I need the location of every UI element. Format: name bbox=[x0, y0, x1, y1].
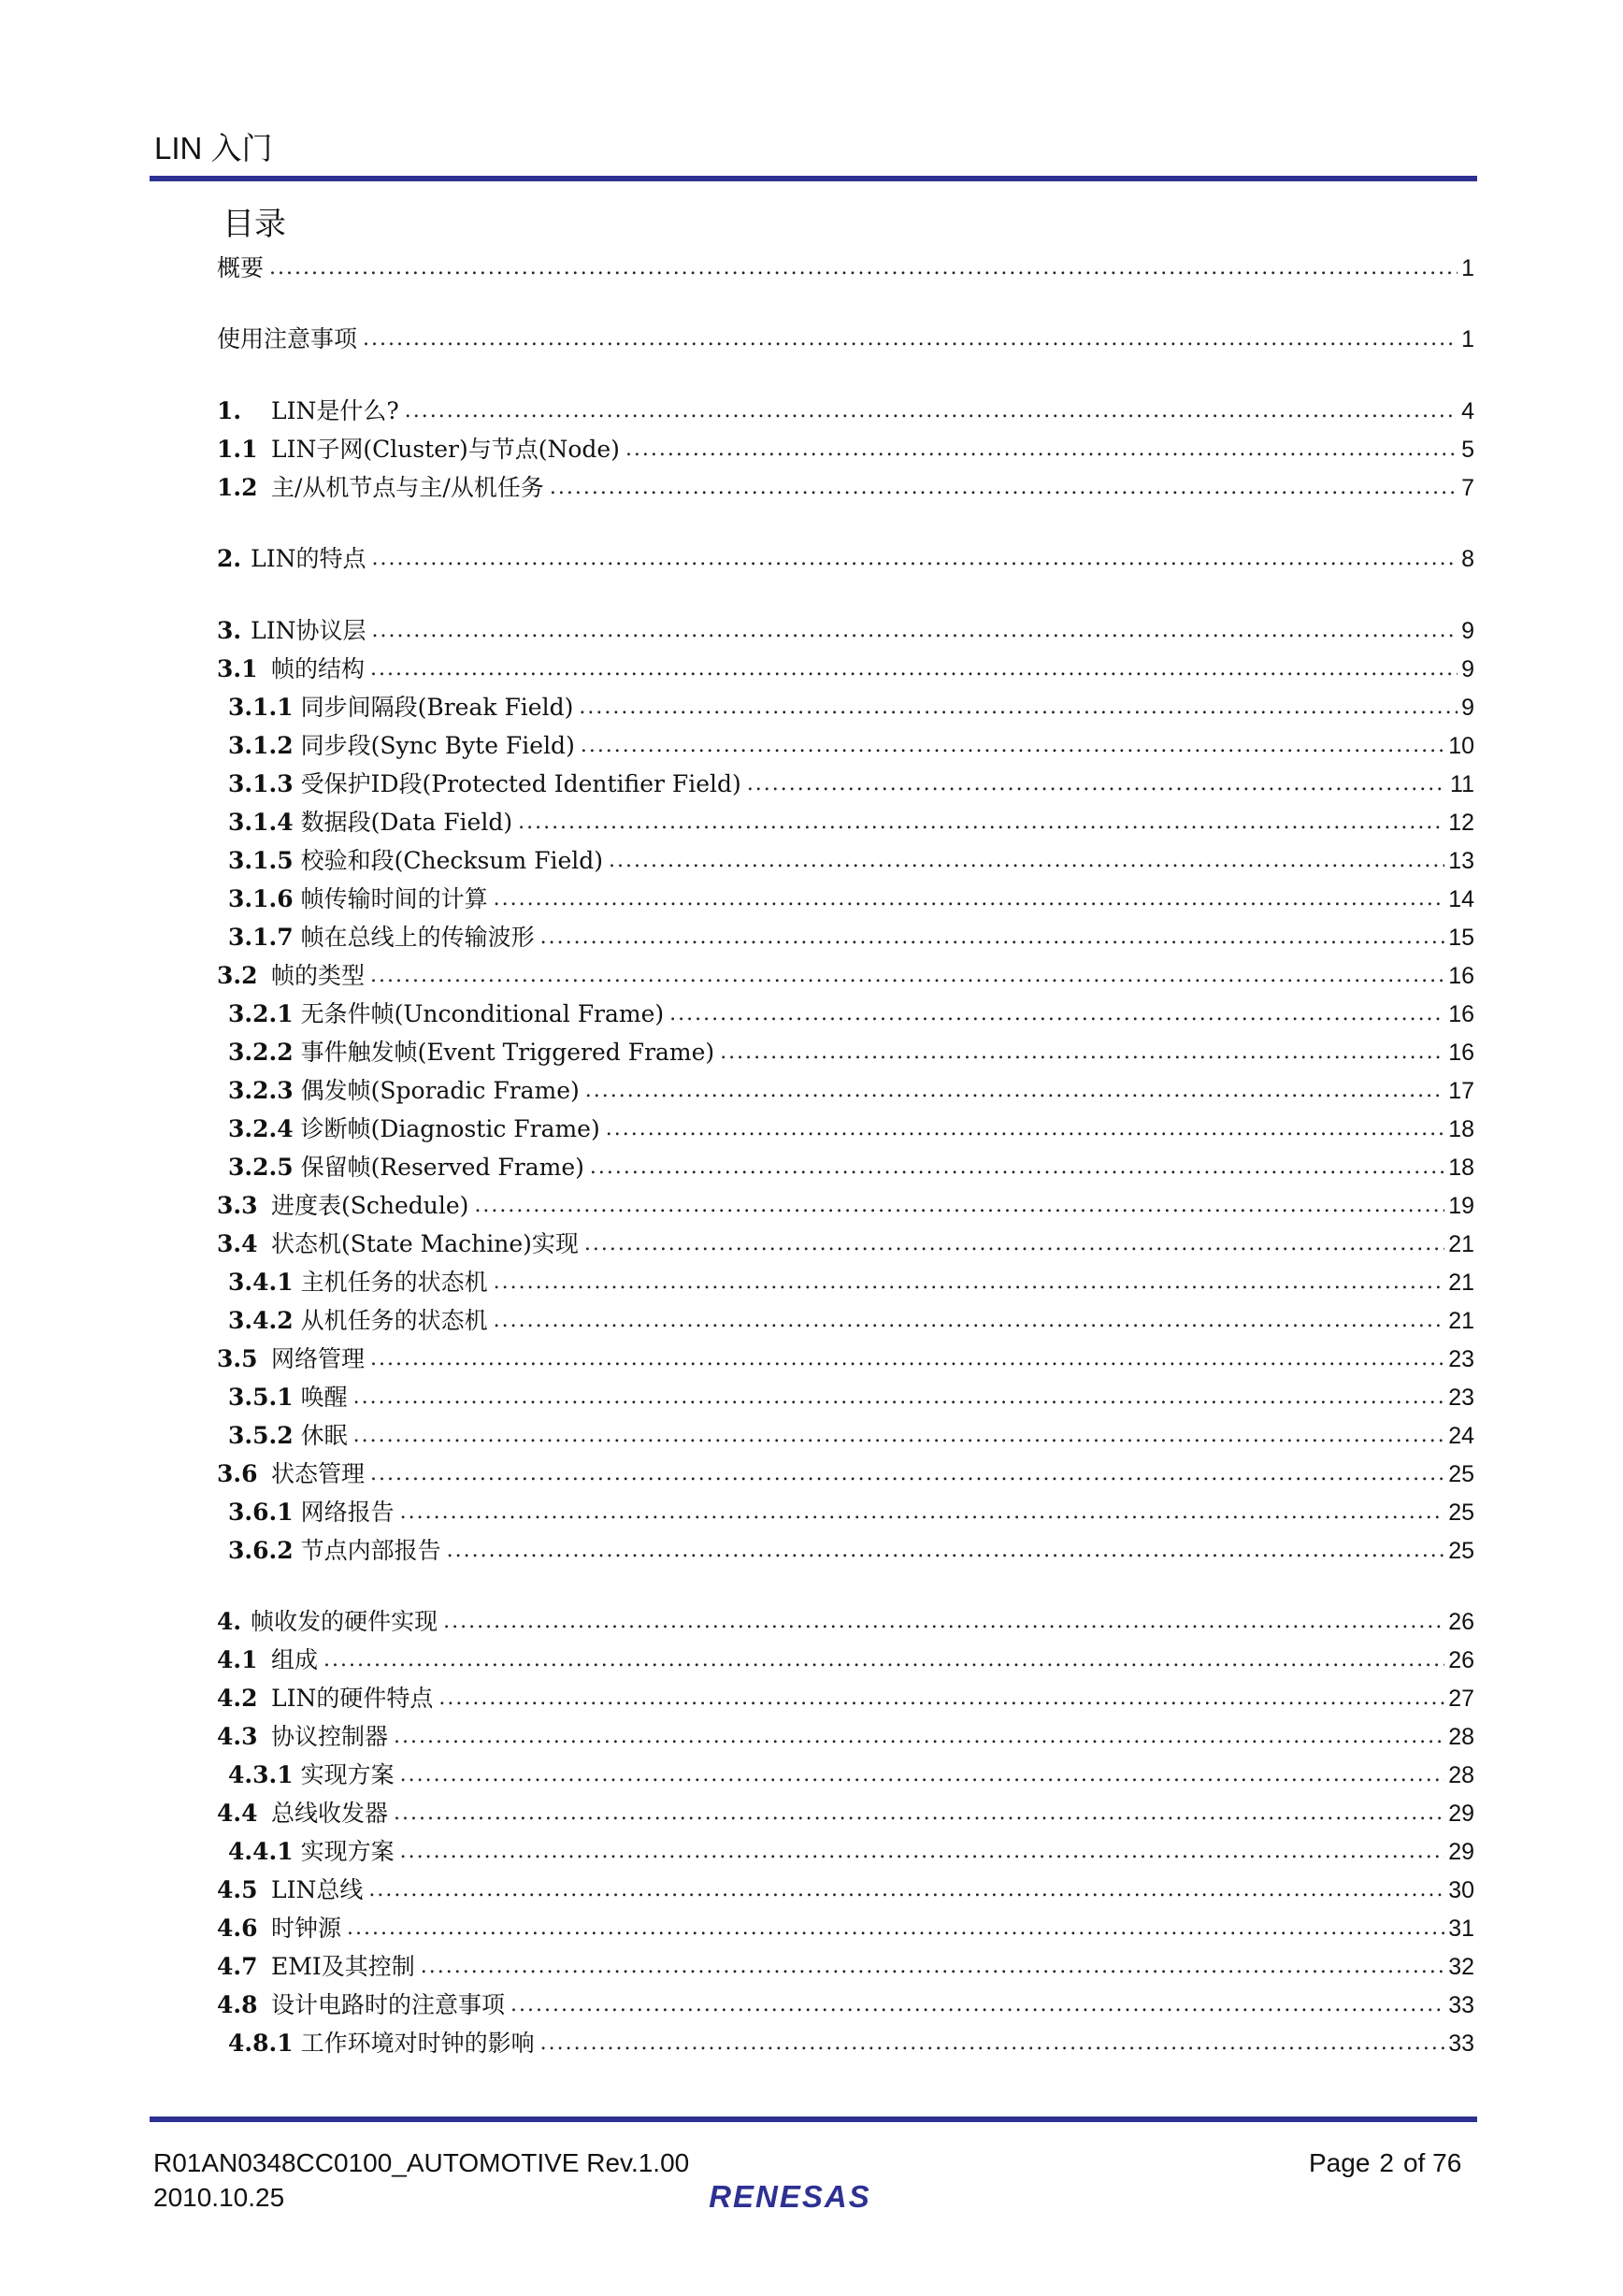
toc-entry-title: 事件触发帧(Event Triggered Frame) bbox=[300, 1039, 715, 1066]
toc-entry-title: 主/从机节点与主/从机任务 bbox=[271, 474, 544, 501]
toc-leader-dots bbox=[747, 770, 1446, 798]
document-header-title: LIN 入门 bbox=[154, 131, 273, 165]
toc-entry-title: 节点内部报告 bbox=[300, 1537, 441, 1564]
toc-leader-dots bbox=[405, 397, 1458, 425]
toc-leader-dots bbox=[371, 617, 1458, 645]
toc-entry-page: 11 bbox=[1450, 771, 1474, 797]
toc-leader-dots bbox=[510, 1991, 1444, 2019]
toc-entry-page: 28 bbox=[1448, 1724, 1474, 1750]
toc-entry[interactable] bbox=[228, 1110, 1474, 1143]
toc-entry-title: LIN协议层 bbox=[251, 617, 366, 644]
toc-entry-title: LIN总线 bbox=[271, 1876, 364, 1903]
toc-entry-number: 4.1 bbox=[217, 1646, 258, 1673]
toc-entry-number: 3.2.3 bbox=[228, 1077, 294, 1104]
toc-leader-dots bbox=[371, 545, 1458, 573]
toc-entry-title: 同步间隔段(Break Field) bbox=[300, 694, 574, 721]
toc-entry[interactable] bbox=[217, 1602, 1474, 1636]
toc-entry[interactable] bbox=[217, 1717, 1474, 1751]
toc-entry-number: 3.1.1 bbox=[228, 694, 294, 721]
toc-entry-page: 29 bbox=[1448, 1839, 1474, 1865]
toc-entry[interactable] bbox=[217, 1986, 1474, 2019]
toc-heading: 目录 bbox=[223, 206, 286, 243]
toc-entry-number: 4.3 bbox=[217, 1723, 258, 1750]
toc-entry-title: 状态管理 bbox=[271, 1460, 366, 1487]
toc-entry-title: 偶发帧(Sporadic Frame) bbox=[300, 1077, 580, 1104]
toc-entry[interactable] bbox=[217, 249, 1474, 282]
toc-entry[interactable] bbox=[217, 1340, 1474, 1373]
toc-entry-title: 组成 bbox=[271, 1646, 319, 1673]
toc-entry-page: 32 bbox=[1448, 1954, 1474, 1980]
toc-entry-number: 4.6 bbox=[217, 1915, 258, 1942]
toc-leader-dots bbox=[494, 885, 1445, 913]
toc-leader-dots bbox=[394, 1800, 1444, 1828]
toc-entry-title: 无条件帧(Unconditional Frame) bbox=[300, 1000, 665, 1027]
toc-entry-page: 24 bbox=[1448, 1423, 1474, 1449]
renesas-logo bbox=[692, 2178, 888, 2214]
toc-entry-page: 9 bbox=[1461, 656, 1474, 682]
toc-entry-title: 休眠 bbox=[300, 1422, 348, 1449]
toc-entry[interactable] bbox=[217, 1679, 1474, 1713]
toc-leader-dots bbox=[669, 1000, 1444, 1028]
toc-entry-number: 3.6 bbox=[217, 1460, 258, 1487]
toc-entry-number: 3.5.1 bbox=[228, 1384, 294, 1411]
toc-entry-number: 3.2.2 bbox=[228, 1039, 294, 1066]
toc-entry[interactable] bbox=[217, 1947, 1474, 1981]
toc-entry-title: 帧的结构 bbox=[271, 655, 366, 682]
toc-entry[interactable] bbox=[228, 688, 1474, 722]
toc-entry[interactable] bbox=[228, 1531, 1474, 1565]
toc-entry-number: 1.1 bbox=[217, 436, 258, 463]
toc-entry[interactable] bbox=[228, 995, 1474, 1028]
toc-entry[interactable] bbox=[217, 430, 1474, 464]
toc-entry-title: LIN是什么? bbox=[271, 397, 399, 424]
toc-entry-title: EMI及其控制 bbox=[271, 1953, 415, 1980]
toc-entry-number: 2. bbox=[217, 545, 242, 572]
toc-entry[interactable] bbox=[217, 320, 1474, 353]
toc-leader-dots bbox=[370, 1460, 1444, 1488]
toc-entry[interactable] bbox=[228, 1071, 1474, 1105]
document-id: R01AN0348CC0100_AUTOMOTIVE Rev.1.00 bbox=[153, 2148, 690, 2177]
toc-entry[interactable] bbox=[228, 1378, 1474, 1412]
toc-leader-dots bbox=[353, 1384, 1445, 1412]
toc-entry[interactable] bbox=[217, 468, 1474, 502]
toc-entry[interactable] bbox=[228, 841, 1474, 875]
page-current: 2 bbox=[1379, 2148, 1394, 2177]
toc-entry-number: 3.5.2 bbox=[228, 1422, 294, 1449]
toc-entry-page: 27 bbox=[1448, 1686, 1474, 1712]
toc-entry-page: 1 bbox=[1461, 255, 1474, 281]
toc-entry-title: 同步段(Sync Byte Field) bbox=[300, 732, 575, 759]
toc-entry[interactable] bbox=[217, 956, 1474, 990]
toc-leader-dots bbox=[370, 962, 1444, 990]
toc-entry[interactable] bbox=[228, 918, 1474, 952]
toc-entry-title: 帧的类型 bbox=[271, 962, 366, 989]
toc-entry-number: 3.2 bbox=[217, 962, 258, 989]
toc-entry[interactable] bbox=[228, 1493, 1474, 1527]
toc-entry-title: 从机任务的状态机 bbox=[300, 1307, 488, 1334]
toc-leader-dots bbox=[363, 325, 1458, 353]
toc-leader-dots bbox=[540, 2030, 1445, 2058]
toc-entry[interactable] bbox=[228, 2024, 1474, 2058]
toc-entry-page: 12 bbox=[1448, 810, 1474, 836]
toc-entry-page: 16 bbox=[1448, 1040, 1474, 1066]
document-date: 2010.10.25 bbox=[153, 2183, 285, 2212]
toc-leader-dots bbox=[579, 694, 1458, 722]
toc-entry-number: 4.4 bbox=[217, 1800, 258, 1827]
toc-entry-title: 实现方案 bbox=[300, 1761, 395, 1788]
toc-entry-page: 21 bbox=[1448, 1270, 1474, 1296]
toc-entry-title: 工作环境对时钟的影响 bbox=[300, 2030, 535, 2057]
toc-entry-number: 3. bbox=[217, 617, 242, 644]
toc-entry-page: 16 bbox=[1448, 1001, 1474, 1027]
toc-entry[interactable] bbox=[217, 1186, 1474, 1220]
toc-entry[interactable] bbox=[217, 1455, 1474, 1488]
toc-entry-page: 33 bbox=[1448, 2031, 1474, 2057]
toc-leader-dots bbox=[323, 1646, 1444, 1674]
toc-entry-number: 4.4.1 bbox=[228, 1838, 294, 1865]
toc-entry-title: 总线收发器 bbox=[271, 1800, 389, 1827]
toc-entry-title: LIN的特点 bbox=[251, 545, 366, 572]
toc-entry-number: 4.2 bbox=[217, 1685, 258, 1712]
toc-entry-page: 15 bbox=[1448, 925, 1474, 951]
toc-leader-dots bbox=[474, 1192, 1444, 1220]
page-total: of 76 bbox=[1402, 2148, 1462, 2177]
toc-entry-number: 3.3 bbox=[217, 1192, 258, 1219]
toc-entry-page: 19 bbox=[1448, 1193, 1474, 1219]
toc-entry-title: 帧收发的硬件实现 bbox=[251, 1608, 438, 1635]
page-word: Page bbox=[1309, 2148, 1371, 2177]
toc-leader-dots bbox=[518, 809, 1444, 837]
toc-entry[interactable] bbox=[228, 726, 1474, 760]
toc-leader-dots bbox=[609, 847, 1444, 875]
toc-entry[interactable] bbox=[228, 765, 1474, 798]
toc-entry-number: 3.1.6 bbox=[228, 885, 294, 912]
toc-entry[interactable] bbox=[217, 539, 1474, 573]
toc-entry-number: 1. bbox=[217, 397, 242, 424]
toc-leader-dots bbox=[353, 1422, 1445, 1450]
toc-entry-number: 3.4.2 bbox=[228, 1307, 294, 1334]
toc-entry[interactable] bbox=[228, 803, 1474, 837]
toc-leader-dots bbox=[347, 1915, 1444, 1943]
toc-entry-page: 28 bbox=[1448, 1762, 1474, 1788]
toc-entry[interactable] bbox=[228, 1148, 1474, 1182]
footer-rule bbox=[150, 2117, 1477, 2122]
toc-leader-dots bbox=[447, 1537, 1445, 1565]
toc-leader-dots bbox=[720, 1039, 1444, 1067]
toc-entry-number: 3.2.1 bbox=[228, 1000, 294, 1027]
toc-entry-title: 受保护ID段(Protected Identifier Field) bbox=[300, 770, 741, 797]
toc-entry-page: 17 bbox=[1448, 1078, 1474, 1104]
toc-entry-title: 状态机(State Machine)实现 bbox=[271, 1230, 579, 1257]
toc-entry[interactable] bbox=[228, 1263, 1474, 1297]
toc-entry-number: 3.6.1 bbox=[228, 1499, 294, 1526]
toc-entry[interactable] bbox=[228, 880, 1474, 913]
toc-leader-dots bbox=[438, 1685, 1444, 1713]
toc-leader-dots bbox=[443, 1608, 1444, 1636]
toc-entry-page: 26 bbox=[1448, 1647, 1474, 1673]
toc-entry-title: 概要 bbox=[217, 254, 265, 281]
toc-entry[interactable] bbox=[217, 1909, 1474, 1943]
toc-entry-page: 25 bbox=[1448, 1500, 1474, 1526]
toc-entry-number: 4.3.1 bbox=[228, 1761, 294, 1788]
toc-entry-page: 13 bbox=[1448, 848, 1474, 874]
toc-entry-number: 3.6.2 bbox=[228, 1537, 294, 1564]
toc-leader-dots bbox=[625, 436, 1458, 464]
toc-entry-page: 21 bbox=[1448, 1308, 1474, 1334]
toc-entry-page: 9 bbox=[1461, 618, 1474, 644]
toc-entry-title: 校验和段(Checksum Field) bbox=[300, 847, 603, 874]
toc-entry[interactable] bbox=[217, 1871, 1474, 1904]
toc-entry-page: 25 bbox=[1448, 1461, 1474, 1487]
toc-leader-dots bbox=[550, 474, 1458, 502]
toc-entry-page: 23 bbox=[1448, 1385, 1474, 1411]
toc-entry-number: 4.7 bbox=[217, 1953, 258, 1980]
toc-leader-dots bbox=[540, 924, 1445, 952]
toc-leader-dots bbox=[400, 1838, 1445, 1866]
toc-entry-number: 3.2.5 bbox=[228, 1154, 294, 1181]
toc-entry-number: 3.1.2 bbox=[228, 732, 294, 759]
toc-leader-dots bbox=[394, 1723, 1444, 1751]
header-rule bbox=[150, 176, 1477, 181]
toc-leader-dots bbox=[400, 1499, 1445, 1527]
toc-entry-page: 9 bbox=[1461, 695, 1474, 721]
toc-entry-title: 帧在总线上的传输波形 bbox=[300, 924, 535, 951]
toc-entry[interactable] bbox=[228, 1756, 1474, 1789]
toc-entry[interactable] bbox=[217, 1794, 1474, 1828]
toc-entry-page: 21 bbox=[1448, 1231, 1474, 1257]
toc-entry-number: 3.1.4 bbox=[228, 809, 294, 836]
toc-entry-page: 10 bbox=[1448, 733, 1474, 759]
toc-entry-title: 主机任务的状态机 bbox=[300, 1269, 488, 1296]
toc-entry[interactable] bbox=[217, 650, 1474, 683]
toc-leader-dots bbox=[370, 1345, 1444, 1373]
toc-entry-page: 29 bbox=[1448, 1801, 1474, 1827]
toc-entry-page: 30 bbox=[1448, 1877, 1474, 1903]
toc-leader-dots bbox=[584, 1230, 1444, 1258]
toc-leader-dots bbox=[581, 732, 1444, 760]
toc-leader-dots bbox=[400, 1761, 1445, 1789]
toc-entry-number: 3.1.3 bbox=[228, 770, 294, 797]
toc-entry-title: 保留帧(Reserved Frame) bbox=[300, 1154, 584, 1181]
toc-entry-page: 18 bbox=[1448, 1155, 1474, 1181]
toc-entry-number: 4.8.1 bbox=[228, 2030, 294, 2057]
toc-entry-page: 1 bbox=[1461, 326, 1474, 352]
toc-entry[interactable] bbox=[228, 1416, 1474, 1450]
toc-entry-number: 3.4.1 bbox=[228, 1269, 294, 1296]
toc-entry[interactable] bbox=[228, 1301, 1474, 1335]
toc-entry-number: 4.8 bbox=[217, 1991, 258, 2018]
toc-entry-title: 唤醒 bbox=[300, 1384, 348, 1411]
toc-entry-title: LIN子网(Cluster)与节点(Node) bbox=[271, 436, 620, 463]
toc-entry[interactable] bbox=[217, 1225, 1474, 1258]
toc-entry[interactable] bbox=[228, 1832, 1474, 1866]
toc-entry-title: 网络管理 bbox=[271, 1345, 366, 1372]
toc-entry-page: 5 bbox=[1461, 437, 1474, 463]
toc-leader-dots bbox=[606, 1115, 1444, 1143]
toc-entry-page: 18 bbox=[1448, 1116, 1474, 1142]
toc-entry-page: 23 bbox=[1448, 1346, 1474, 1372]
toc-entry-number: 4. bbox=[217, 1608, 242, 1635]
toc-entry-page: 33 bbox=[1448, 1992, 1474, 2018]
toc-leader-dots bbox=[370, 655, 1458, 683]
toc-leader-dots bbox=[590, 1154, 1444, 1182]
toc-leader-dots bbox=[494, 1269, 1445, 1297]
logo-text: RENESAS bbox=[709, 2179, 871, 2214]
toc-entry-page: 16 bbox=[1448, 963, 1474, 989]
toc-entry-title: 协议控制器 bbox=[271, 1723, 389, 1750]
toc-entry-title: 设计电路时的注意事项 bbox=[271, 1991, 506, 2018]
toc-entry-page: 14 bbox=[1448, 886, 1474, 912]
toc-entry[interactable] bbox=[228, 1033, 1474, 1067]
toc-entry-page: 4 bbox=[1461, 398, 1474, 424]
toc-entry-number: 4.5 bbox=[217, 1876, 258, 1903]
toc-entry-title: 数据段(Data Field) bbox=[300, 809, 513, 836]
toc-entry-page: 25 bbox=[1448, 1538, 1474, 1564]
toc-entry-title: 实现方案 bbox=[300, 1838, 395, 1865]
toc-entry-number: 3.1.7 bbox=[228, 924, 294, 951]
toc-entry[interactable] bbox=[217, 392, 1474, 425]
toc-entry-title: 进度表(Schedule) bbox=[271, 1192, 469, 1219]
page-number bbox=[1309, 2148, 1461, 2178]
toc-entry-page: 31 bbox=[1448, 1916, 1474, 1942]
toc-entry-number: 3.1 bbox=[217, 655, 258, 682]
toc-entry-number: 3.2.4 bbox=[228, 1115, 294, 1142]
toc-entry[interactable] bbox=[217, 611, 1474, 645]
toc-entry-title: 时钟源 bbox=[271, 1915, 342, 1942]
toc-leader-dots bbox=[585, 1077, 1444, 1105]
toc-leader-dots bbox=[494, 1307, 1445, 1335]
toc-leader-dots bbox=[421, 1953, 1444, 1981]
toc-entry-number: 3.5 bbox=[217, 1345, 258, 1372]
toc-leader-dots bbox=[368, 1876, 1444, 1904]
toc-leader-dots bbox=[269, 254, 1458, 282]
toc-entry-number: 3.4 bbox=[217, 1230, 258, 1257]
toc-entry-page: 7 bbox=[1461, 475, 1474, 501]
toc-entry-number: 3.1.5 bbox=[228, 847, 294, 874]
toc-entry-page: 8 bbox=[1461, 546, 1474, 572]
toc-entry-title: 帧传输时间的计算 bbox=[300, 885, 488, 912]
toc-entry-title: 网络报告 bbox=[300, 1499, 395, 1526]
toc-entry-title: 使用注意事项 bbox=[217, 325, 358, 352]
toc-entry[interactable] bbox=[217, 1641, 1474, 1674]
toc-entry-number: 1.2 bbox=[217, 474, 258, 501]
toc-entry-title: 诊断帧(Diagnostic Frame) bbox=[300, 1115, 600, 1142]
toc-entry-page: 26 bbox=[1448, 1609, 1474, 1635]
toc-entry-title: LIN的硬件特点 bbox=[271, 1685, 434, 1712]
